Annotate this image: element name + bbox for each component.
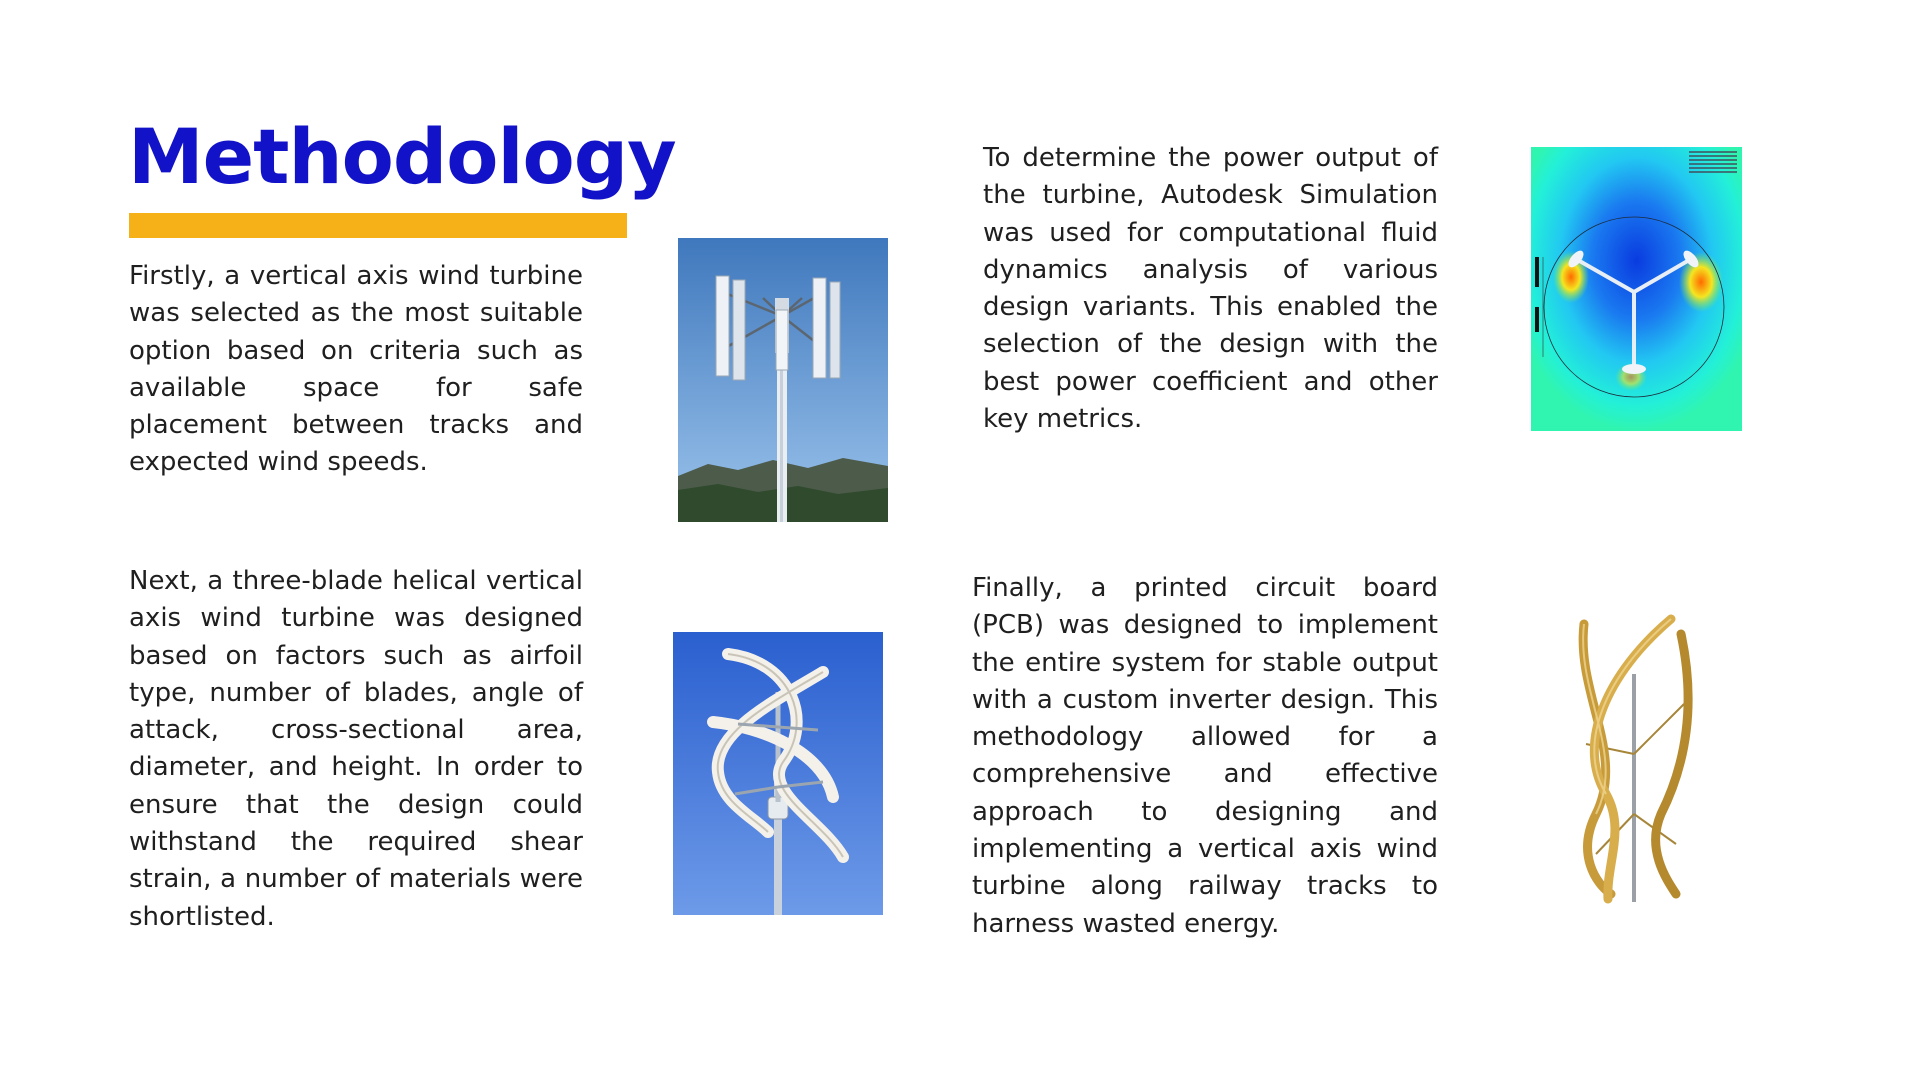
paragraph-helical-design: Next, a three-blade helical vertical axis wind turbine was designed based on factors such as airfoil type, number of blades, angle of attack, cross-sectional area, diameter, and height. In order to ensure that the design could withstand the required shear strain, a number of materials were shortlisted. xyxy=(129,566,583,932)
paragraph-turbine-selection: Firstly, a vertical axis wind turbine was selected as the most suitable option based on criteria such as available space for safe placement between tracks and expected wind speeds. xyxy=(129,261,583,478)
slide-title: Methodology xyxy=(128,112,676,201)
cfd-simulation-plot xyxy=(1531,147,1742,431)
helical-wind-turbine-photo xyxy=(673,632,883,915)
title-underline-bar xyxy=(129,213,627,238)
paragraph-cfd-simulation: To determine the power output of the turbine, Autodesk Simulation was used for computational fluid dynamics analysis of various design variants. This enabled the selection of the design with the best power coefficient and other key metrics. xyxy=(983,143,1438,435)
vertical-axis-wind-turbine-photo xyxy=(678,238,888,522)
paragraph-pcb-design: Finally, a printed circuit board (PCB) was designed to implement the entire system for stable output with a custom inverter design. This methodology allowed for a comprehensive and effective approach to designing and implementing a vertical axis wind turbine along railway tracks to harness wasted energy. xyxy=(972,573,1438,939)
helical-turbine-3d-model xyxy=(1566,614,1702,904)
